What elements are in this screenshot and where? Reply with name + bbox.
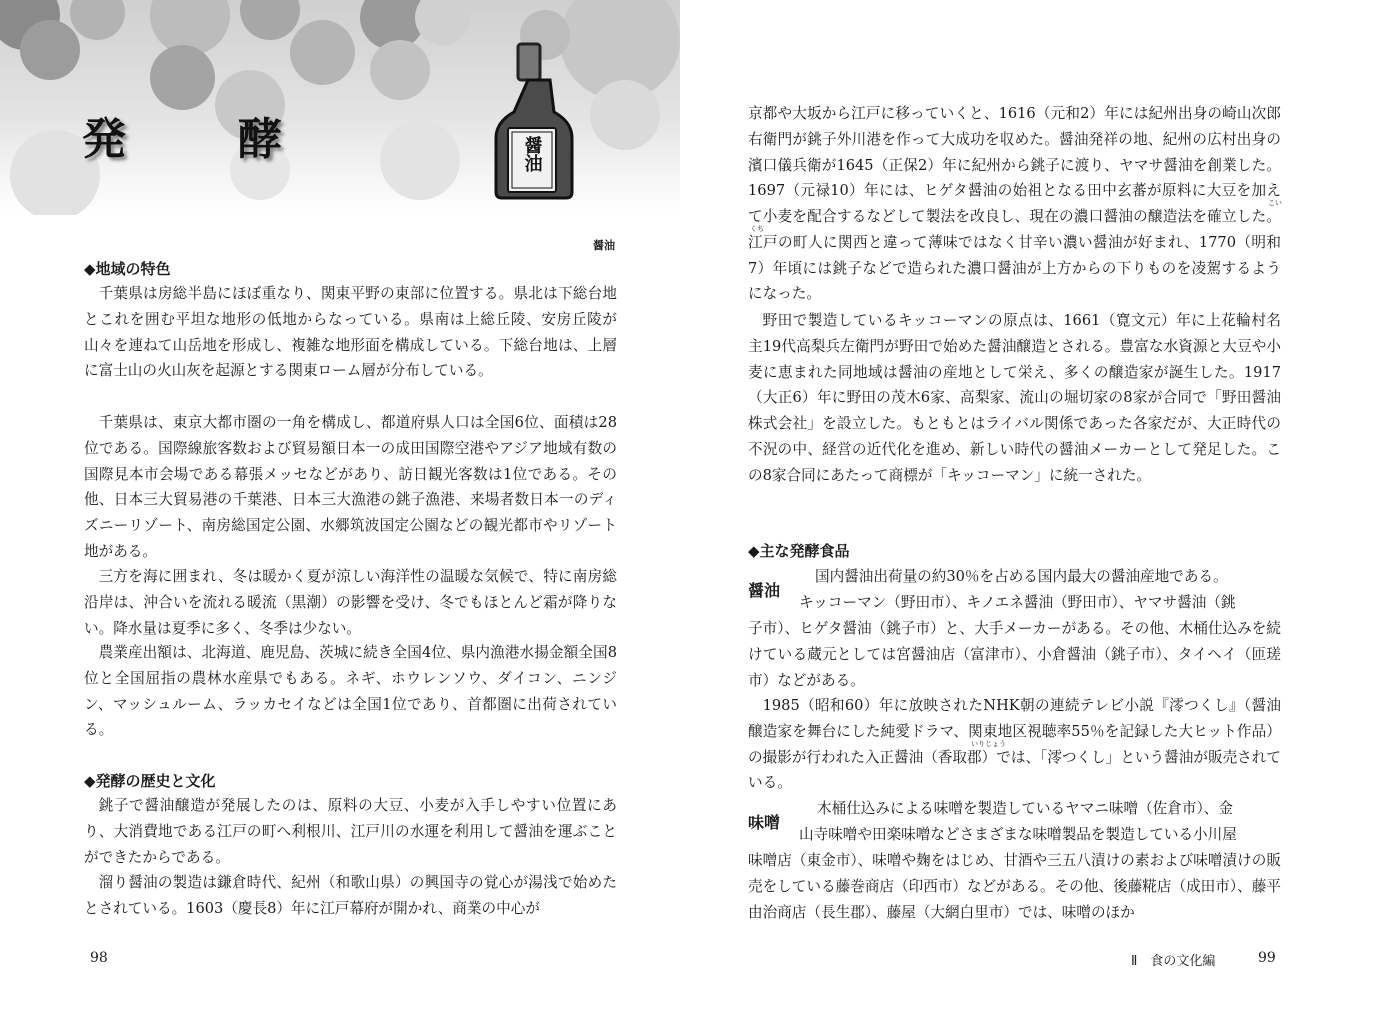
section-heading-fermented-foods: ◆主な発酵食品 xyxy=(748,542,850,560)
food-label-miso: 味噌 xyxy=(748,813,781,832)
page-number-right: 99 xyxy=(1258,950,1276,966)
paragraph: 三方を海に囲まれ、冬は暖かく夏が涼しい海洋性の温暖な気候で、特に南房総沿岸は、沖合いを流れる暖流（黒潮）の影響を受け、冬でもほとんど霜が降りない。降水量は夏季に多く、冬季は少ない。 xyxy=(84,568,617,637)
illustration-caption: 醤油 xyxy=(593,239,615,252)
paragraph: 溜り醤油の製造は鎌倉時代、紀州（和歌山県）の興国寺の覚心が湯浅で始めたとされている。1603（慶長8）年に江戸幕府が開かれ、商業の中心が xyxy=(84,874,617,917)
section-heading-regional-features: ◆地域の特色 xyxy=(84,260,171,278)
paragraph: 千葉県は、東京大都市圏の一角を構成し、都道府県人口は全国6位、面積は28位である。国際線旅客数および貿易額日本一の成田国際空港やアジア地域有数の国際見本市会場である幕張メッセなどがあり、訪日観光客数は1位である。その他、日本三大貿易港の千葉港、日本三大漁港の銚子漁港、来場者数日本一のディズニーリゾート、南房総国定公園、水郷筑波国定公園などの観光都市やリゾート地がある。 xyxy=(84,414,617,560)
running-footer: Ⅱ 食の文化編 xyxy=(1131,954,1216,969)
chapter-title: 発 酵 xyxy=(82,114,316,165)
furigana: いりじょう xyxy=(971,740,1006,748)
paragraph: 農業産出額は、北海道、鹿児島、茨城に続き全国4位、県内漁港水揚金額全国8位と全国屈指の農林水産県でもある。ネギ、ホウレンソウ、ダイコン、ニンジン、マッシュルーム、ラッカセイなどは全国1位であり、首都圏に出荷されている。 xyxy=(84,644,617,739)
food-entry-text: 味噌店（東金市）、味噌や麹をはじめ、甘酒や三五八漬けの素および味噌漬けの販売をしている藤巻商店（印西市）などがある。その他、後藤糀店（成田市）、藤平由治商店（長生郡）、藤屋（大網白里市）では、味噌のほか xyxy=(748,852,1281,921)
section-heading-history-culture: ◆発酵の歴史と文化 xyxy=(84,772,216,790)
food-entry-line: 木桶仕込みによる味噌を製造しているヤマニ味噌（佐倉市）、金 xyxy=(817,800,1233,817)
soy-sauce-bottle-illustration xyxy=(480,42,590,202)
furigana: くち xyxy=(750,225,764,233)
food-label-shoyu: 醤油 xyxy=(748,581,781,600)
paragraph: 銚子で醤油醸造が発展したのは、原料の大豆、小麦が入手しやすい位置にあり、大消費地である江戸の町へ利根川、江戸川の水運を利用して醤油を運ぶことができたからである。 xyxy=(84,797,617,866)
page-number-left: 98 xyxy=(90,950,108,966)
paragraph-continued: 京都や大坂から江戸に移っていくと、1616（元和2）年には紀州出身の崎山次郎右衛門が銚子外川港を作って大成功を収めた。醤油発祥の地、紀州の広村出身の濱口儀兵衛が1645（正保2）年に紀州から銚子に渡り、ヤマサ醤油を創業した。1697（元禄10）年には、ヒゲタ醤油の始祖となる田中玄蕃が原料に大豆を加えて小麦を配合するなどして製法を改良し、現在の濃口醤油の醸造法を確立した。江戸の町人に関西と違って薄味ではなく甘辛い濃い醤油が好まれ、1770（明和7）年頃には銚子などで造られた濃口醤油が上方からの下りものを凌駕するようになった。 xyxy=(748,105,1281,303)
right-page xyxy=(687,0,1374,1016)
paragraph: 1985（昭和60）年に放映されたNHK朝の連続テレビ小説『澪つくし』（醤油醸造家を舞台にした純愛ドラマ、関東地区視聴率55％を記録した大ヒット作品）の撮影が行われた入正醤油（香取郡）では、「澪つくし」という醤油が販売されている。 xyxy=(748,697,1281,792)
furigana: こい xyxy=(1268,199,1282,207)
paragraph: 野田で製造しているキッコーマンの原点は、1661（寛文元）年に上花輪村名主19代高梨兵左衛門が野田で始めた醤油醸造とされる。豊富な水資源と大豆や小麦に恵まれた同地域は醤油の産地として栄え、多くの醸造家が誕生した。1917（大正6）年に野田の茂木6家、高梨家、流山の堀切家の8家が合同で「野田醤油株式会社」を設立した。もともとはライバル関係であった各家だが、大正時代の不況の中、経営の近代化を進め、新しい時代の醤油メーカーとして発足した。この8家合同にあたって商標が「キッコーマン」に統一された。 xyxy=(748,312,1281,484)
paragraph: 千葉県は房総半島にほぼ重なり、関東平野の東部に位置する。県北は下総台地とこれを囲む平坦な地形の低地からなっている。県南は上総丘陵、安房丘陵が山々を連ねて山岳地を形成し、複雑な地形面を構成している。下総台地は、上層に富士山の火山灰を起源とする関東ローム層が分布している。 xyxy=(84,285,617,380)
food-entry-text: 子市）、ヒゲタ醤油（銚子市）と、大手メーカーがある。その他、木桶仕込みを続けている蔵元としては宮醤油店（富津市）、小倉醤油（銚子市）、タイヘイ（匝瑳市）などがある。 xyxy=(748,620,1281,689)
food-entry-line: 国内醤油出荷量の約30％を占める国内最大の醤油産地である。 xyxy=(815,568,1228,585)
food-entry-line: 山寺味噌や田楽味噌などさまざまな味噌製品を製造している小川屋 xyxy=(799,826,1237,843)
food-entry-line: キッコーマン（野田市）、キノエネ醤油（野田市）、ヤマサ醤油（銚 xyxy=(799,594,1236,611)
bottle-label-text: 醤油 xyxy=(521,136,543,172)
